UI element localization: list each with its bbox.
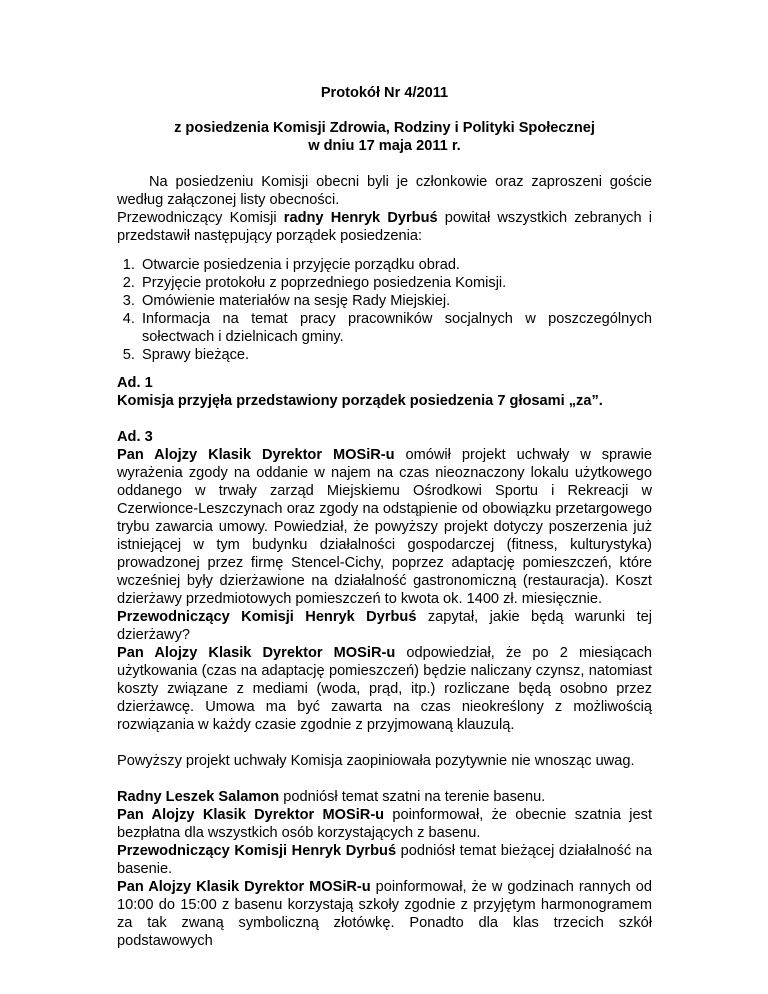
greeting-text-b: powitał wszystkich zebranych i przedstawił następujący porządek posiedzenia:	[117, 210, 652, 244]
ad3-statement-6	[117, 842, 652, 878]
ad3-statement-7	[117, 878, 652, 950]
subtitle-line-1: z posiedzenia Komisji Zdrowia, Rodziny i Polityki Społecznej	[174, 120, 595, 136]
speaker-name: Radny Leszek Salamon	[117, 789, 280, 805]
ad1-heading-text: Ad. 1	[117, 375, 153, 391]
statement-text: poinformował, że w godzinach rannych od 10:00 do 15:00 z basenu korzystają szkoły zgodnie z przyjętym harmonogramem za tak zwaną symboliczną złotówkę. Ponadto dla klas trzecich szkół podstawowych	[117, 879, 652, 949]
ad3-heading-text: Ad. 3	[117, 429, 153, 445]
document-title: Protokół Nr 4/2011	[320, 85, 449, 101]
ad3-statement-1	[117, 446, 652, 608]
speaker-name: Pan Alojzy Klasik Dyrektor MOSiR-u	[117, 645, 396, 661]
agenda-list	[117, 256, 652, 364]
statement-text: omówił projekt uchwały w sprawie wyrażenia zgody na oddanie w najem na czas nieoznaczony lokalu użytkowego oddanego w trwały zarząd Miejskiemu Ośrodkowi Sportu i Rekreacji w Czerwionce-Leszczynach oraz zgody na odstąpienie od obowiązku przetargowego trybu zawarcia umowy. Powiedział, że powyższy projekt dotyczy poszerzenia już istniejącej w tym budynku działalności gospodarczej (fitness, kulturystyka) prowadzonej przez firmę Stencel-Cichy, poprzez adaptację pomieszczeń, które wcześniej były dzierżawione na działalność gastronomiczną (restauracja). Koszt dzierżawy przedmiotowych pomieszczeń to kwota ok. 1400 zł. miesięcznie.	[117, 447, 652, 607]
document-subtitle	[117, 119, 652, 155]
chairman-greeting	[117, 209, 652, 245]
speaker-name: Pan Alojzy Klasik Dyrektor MOSiR-u	[117, 447, 395, 463]
greeting-text-a: Przewodniczący Komisji	[117, 210, 284, 226]
ad3-statement-4	[117, 788, 652, 806]
statement-text: podniósł temat bieżącej działalność na basenie.	[117, 843, 652, 877]
ad1-heading	[117, 374, 652, 392]
ad3-statement-5	[117, 806, 652, 842]
ad1-bold-text: Komisja przyjęła przedstawiony porządek posiedzenia 7 głosami „za”.	[117, 393, 603, 409]
greeting-name: radny Henryk Dyrbuś	[283, 210, 438, 226]
agenda-item: 4. Informacja na temat pracy pracowników socjalnych w poszczególnych sołectwach i dzielnicach gminy.	[139, 310, 652, 346]
statement-text: poinformował, że obecnie szatnia jest bezpłatna dla wszystkich osób korzystających z basenu.	[117, 807, 653, 841]
statement-text: zapytał, jakie będą warunki tej dzierżawy?	[117, 609, 652, 643]
agenda-item: 5. Sprawy bieżące.	[139, 346, 652, 364]
speaker-name: Pan Alojzy Klasik Dyrektor MOSiR-u	[117, 807, 385, 823]
statement-text: odpowiedział, że po 2 miesiącach użytkowania (czas na adaptację pomieszczeń) będzie naliczany czynsz, natomiast koszty związane z mediami (woda, prąd, itp.) rozliczane będą osobno przez dzierżawcę. Umowa ma być zawarta na czas nieokreślony z możliwością rozwiązania w każdy czasie zgodnie z przyjmowaną klauzulą.	[117, 645, 652, 733]
ad3-statement-2	[117, 608, 652, 644]
speaker-name: Pan Alojzy Klasik Dyrektor MOSiR-u	[117, 879, 371, 895]
intro-paragraph: Na posiedzeniu Komisji obecni byli je członkowie oraz zaproszeni goście według załączonej listy obecności.	[117, 174, 652, 208]
ad1-text	[117, 392, 652, 410]
statement-text: podniósł temat szatni na terenie basenu.	[279, 789, 546, 805]
agenda-item: 2. Przyjęcie protokołu z poprzedniego posiedzenia Komisji.	[139, 274, 652, 292]
opinion-paragraph: Powyższy projekt uchwały Komisja zaopiniowała pozytywnie nie wnosząc uwag.	[117, 753, 635, 769]
agenda-item: 1. Otwarcie posiedzenia i przyjęcie porządku obrad.	[139, 256, 652, 274]
ad3-statement-3	[117, 644, 652, 734]
subtitle-line-2: w dniu 17 maja 2011 r.	[308, 138, 461, 154]
speaker-name: Przewodniczący Komisji Henryk Dyrbuś	[117, 843, 397, 859]
ad3-heading	[117, 428, 652, 446]
speaker-name: Przewodniczący Komisji Henryk Dyrbuś	[117, 609, 417, 625]
agenda-item: 3. Omówienie materiałów na sesję Rady Miejskiej.	[139, 292, 652, 310]
